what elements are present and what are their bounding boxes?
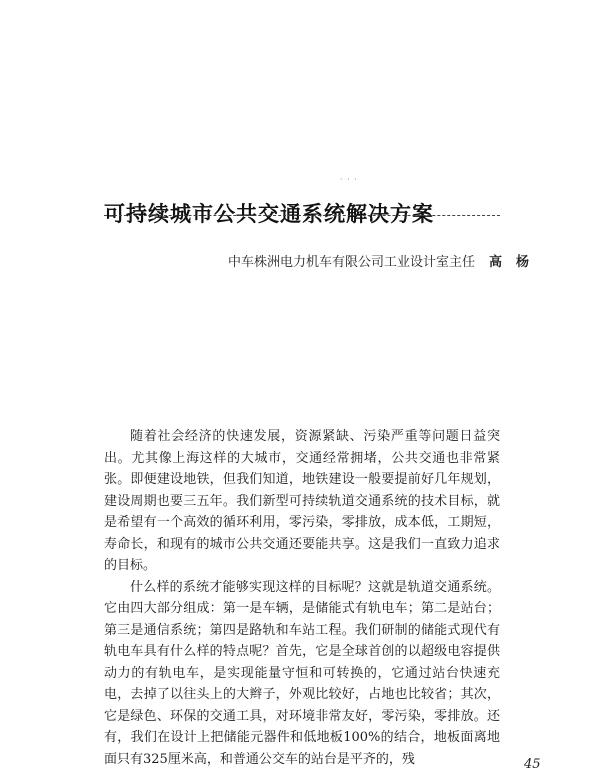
byline-author: 高杨 (489, 255, 544, 270)
article-body (104, 426, 500, 770)
article-title: 可持续城市公共交通系统解决方案 (104, 202, 434, 227)
byline (228, 251, 543, 270)
page-number: 45 (524, 757, 541, 772)
body-paragraph: 随着社会经济的快速发展，资源紧缺、污染严重等问题日益突出。尤其像上海这样的大城市，交通经常拥堵，公共交通也非常紧张。即便建设地铁，但我们知道，地铁建设一般要提前好几年规划，建设周期也要三五年。我们新型可持续轨道交通系统的技术目标，就是希望有一个高效的循环利用，零污染，零排放，成本低，工期短，寿命长，和现有的城市公共交通还要能共享。这是我们一直致力追求的目标。 (104, 429, 500, 573)
decorative-dots: · · · (340, 175, 358, 184)
body-paragraph: 什么样的系统才能够实现这样的目标呢？这就是轨道交通系统。它由四大部分组成：第一是车辆，是储能式有轨电车；第二是站台；第三是通信系统；第四是路轨和车站工程。我们研制的储能式现代有轨电车具有什么样的特点呢？首先，它是全球首创的以超级电容提供动力的有轨电车，是实现能量守恒和可转换的，它通过站台快速充电，去掉了以往头上的大辫子，外观比较好，占地也比较省；其次，它是绿色、环保的交通工具，对环境非常友好，零污染，零排放。还有，我们在设计上把储能元器件和低地板100%的结合，地板面离地面只有325厘米高，和普通公交车的站台是平齐的，残 (104, 579, 500, 767)
title-divider (104, 215, 500, 216)
byline-affiliation: 中车株洲电力机车有限公司工业设计室主任 (228, 255, 476, 270)
